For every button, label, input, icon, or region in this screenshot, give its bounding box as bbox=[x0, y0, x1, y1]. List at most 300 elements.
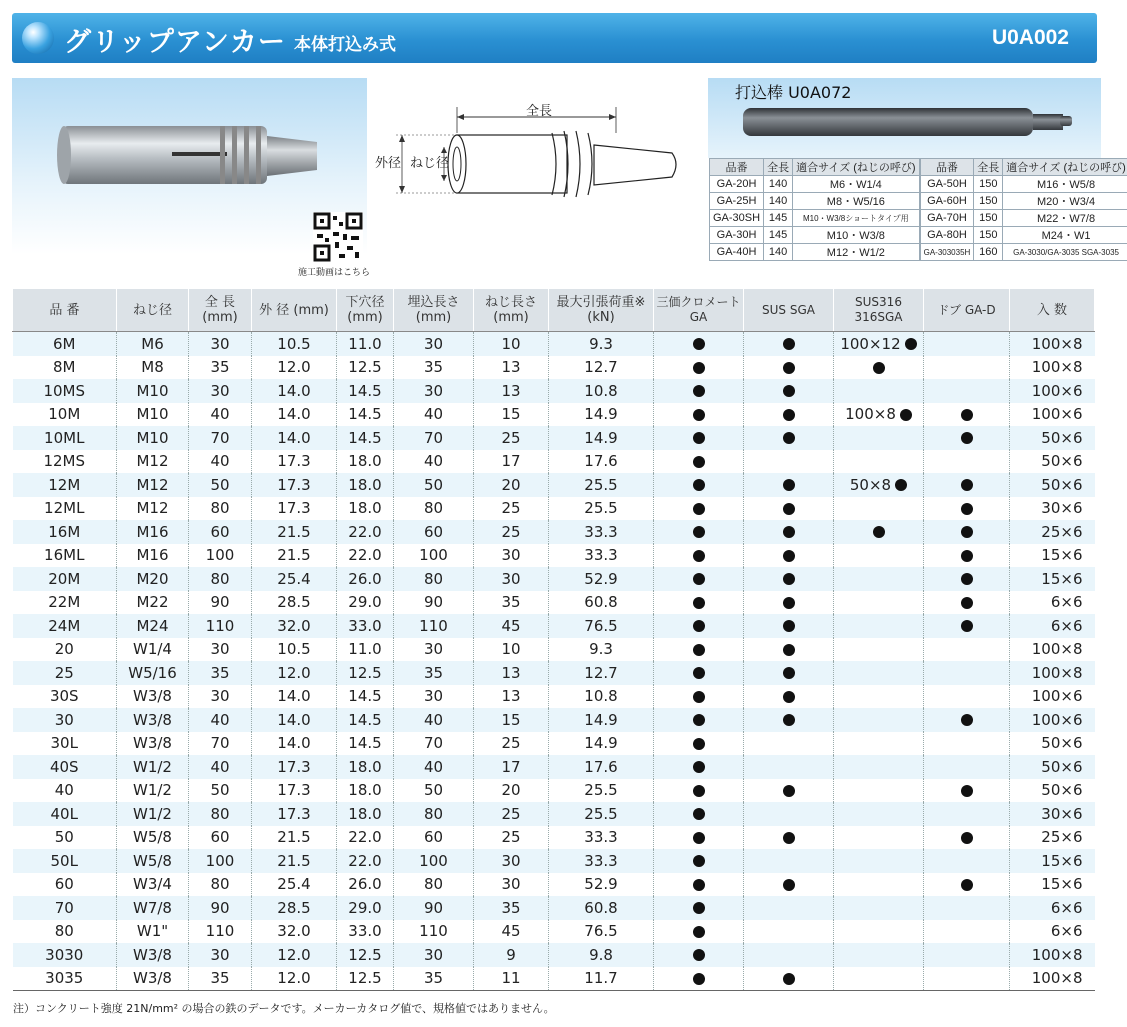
cell-tl: 17 bbox=[474, 450, 549, 474]
cell-316sga bbox=[834, 967, 924, 991]
rod-cell: 160 bbox=[974, 244, 1003, 261]
header-embed-depth: 埋込長さ (mm) bbox=[394, 289, 474, 332]
rod-spec-table bbox=[709, 158, 1127, 261]
header-gad: ドブ GA-D bbox=[924, 289, 1010, 332]
cell-316sga bbox=[834, 849, 924, 873]
rod-cell: M24・W1 bbox=[1003, 227, 1127, 244]
available-dot-icon bbox=[693, 949, 705, 961]
cell-load: 52.9 bbox=[549, 873, 654, 897]
cell-embed: 60 bbox=[394, 520, 474, 544]
cell-od: 21.5 bbox=[252, 520, 337, 544]
cell-len: 30 bbox=[189, 379, 252, 403]
cell-tl: 30 bbox=[474, 873, 549, 897]
cell-embed: 60 bbox=[394, 826, 474, 850]
cell-load: 25.5 bbox=[549, 779, 654, 803]
cell-embed: 40 bbox=[394, 450, 474, 474]
cell-load: 17.6 bbox=[549, 755, 654, 779]
cell-no: 70 bbox=[13, 896, 117, 920]
available-dot-icon bbox=[905, 338, 917, 350]
cell-len: 100 bbox=[189, 544, 252, 568]
cell-ga bbox=[654, 708, 744, 732]
rod-cell: M10・W3/8ショートタイプ用 bbox=[793, 210, 920, 227]
table-row bbox=[13, 943, 1095, 967]
cell-hole: 22.0 bbox=[337, 520, 394, 544]
table-row bbox=[13, 873, 1095, 897]
cell-hole: 12.5 bbox=[337, 943, 394, 967]
table-row bbox=[13, 755, 1095, 779]
cell-embed: 90 bbox=[394, 591, 474, 615]
cell-od: 17.3 bbox=[252, 473, 337, 497]
cell-hole: 18.0 bbox=[337, 755, 394, 779]
cell-hole: 33.0 bbox=[337, 920, 394, 944]
available-dot-icon bbox=[693, 973, 705, 985]
cell-qty: 25×6 bbox=[1010, 520, 1095, 544]
cell-load: 9.8 bbox=[549, 943, 654, 967]
cell-tl: 13 bbox=[474, 685, 549, 709]
cell-thread: M12 bbox=[117, 497, 189, 521]
cell-thread: M10 bbox=[117, 426, 189, 450]
cell-ga bbox=[654, 473, 744, 497]
available-dot-icon bbox=[961, 832, 973, 844]
available-dot-icon bbox=[783, 832, 795, 844]
cell-qty: 50×6 bbox=[1010, 732, 1095, 756]
cell-len: 35 bbox=[189, 967, 252, 991]
cell-gad bbox=[924, 685, 1010, 709]
cell-od: 32.0 bbox=[252, 920, 337, 944]
cell-hole: 12.5 bbox=[337, 661, 394, 685]
cell-load: 33.3 bbox=[549, 520, 654, 544]
cell-len: 35 bbox=[189, 356, 252, 380]
available-dot-icon bbox=[783, 667, 795, 679]
title-banner bbox=[12, 13, 1097, 63]
cell-load: 33.3 bbox=[549, 826, 654, 850]
cell-qty: 100×8 bbox=[1010, 661, 1095, 685]
cell-no: 30L bbox=[50, 734, 78, 753]
cell-no: 80 bbox=[54, 922, 74, 941]
cell-thread: M24 bbox=[117, 614, 189, 638]
cell-od: 14.0 bbox=[252, 732, 337, 756]
product-code: U0A002 bbox=[991, 26, 1069, 49]
available-dot-icon bbox=[783, 385, 795, 397]
cell-hole: 14.5 bbox=[337, 732, 394, 756]
cell-thread: M22 bbox=[117, 591, 189, 615]
cell-sga bbox=[744, 450, 834, 474]
cell-hole: 33.0 bbox=[337, 614, 394, 638]
cell-316sga bbox=[834, 567, 924, 591]
available-dot-icon bbox=[961, 620, 973, 632]
cell-hole: 11.0 bbox=[337, 332, 394, 356]
cell-len: 40 bbox=[189, 450, 252, 474]
available-dot-icon bbox=[961, 503, 973, 515]
table-row bbox=[13, 967, 1095, 991]
page-subtitle: 本体打込み式 bbox=[294, 35, 396, 55]
table-row bbox=[13, 920, 1095, 944]
cell-qty: 50×6 bbox=[1010, 426, 1095, 450]
cell-ga bbox=[654, 614, 744, 638]
cell-sga bbox=[744, 379, 834, 403]
cell-od: 14.0 bbox=[252, 708, 337, 732]
available-dot-icon bbox=[961, 409, 973, 421]
table-row bbox=[13, 732, 1095, 756]
cell-316sga bbox=[834, 356, 924, 380]
cell-qty: 30×6 bbox=[1010, 802, 1095, 826]
cell-qty: 50×6 bbox=[1010, 755, 1095, 779]
rod-cell: GA-303035H bbox=[920, 244, 974, 261]
thread-diameter-label: ねじ径 bbox=[410, 156, 450, 171]
cell-thread: W1/2 bbox=[117, 802, 189, 826]
cell-tl: 10 bbox=[474, 638, 549, 662]
cell-embed: 30 bbox=[394, 379, 474, 403]
cell-gad bbox=[924, 779, 1010, 803]
available-dot-icon bbox=[783, 503, 795, 515]
cell-sga bbox=[744, 896, 834, 920]
cell-qty: 100×6 bbox=[1010, 403, 1095, 427]
cell-load: 25.5 bbox=[549, 497, 654, 521]
cell-no: 6M bbox=[13, 332, 117, 356]
cell-len: 90 bbox=[189, 591, 252, 615]
cell-embed: 35 bbox=[394, 967, 474, 991]
cell-316sga-qty: 100×8 bbox=[845, 405, 896, 424]
cell-qty: 50×6 bbox=[1010, 473, 1095, 497]
cell-embed: 70 bbox=[394, 732, 474, 756]
cell-load: 14.9 bbox=[549, 732, 654, 756]
cell-od: 25.4 bbox=[252, 873, 337, 897]
available-dot-icon bbox=[783, 973, 795, 985]
cell-hole: 14.5 bbox=[337, 379, 394, 403]
cell-hole: 18.0 bbox=[337, 450, 394, 474]
available-dot-icon bbox=[693, 479, 705, 491]
table-row bbox=[13, 332, 1095, 356]
cell-sga bbox=[744, 497, 834, 521]
rod-cell: GA-40H bbox=[710, 244, 764, 261]
cell-tl: 45 bbox=[474, 614, 549, 638]
table-row bbox=[13, 356, 1095, 380]
available-dot-icon bbox=[783, 432, 795, 444]
cell-qty: 100×8 bbox=[1010, 332, 1095, 356]
available-dot-icon bbox=[783, 879, 795, 891]
table-row bbox=[13, 708, 1095, 732]
cell-316sga bbox=[834, 473, 924, 497]
cell-tl: 30 bbox=[474, 544, 549, 568]
cell-no: 3030 bbox=[13, 943, 117, 967]
cell-load: 33.3 bbox=[549, 849, 654, 873]
cell-316sga bbox=[834, 450, 924, 474]
cell-embed: 50 bbox=[394, 473, 474, 497]
cell-316sga bbox=[834, 873, 924, 897]
cell-sga bbox=[744, 873, 834, 897]
cell-ga bbox=[654, 873, 744, 897]
cell-ga bbox=[654, 379, 744, 403]
cell-gad bbox=[924, 379, 1010, 403]
available-dot-icon bbox=[961, 432, 973, 444]
cell-embed: 100 bbox=[394, 544, 474, 568]
cell-ga bbox=[654, 661, 744, 685]
cell-no: 3035 bbox=[13, 967, 117, 991]
cell-gad bbox=[924, 873, 1010, 897]
cell-no: 40S bbox=[13, 755, 117, 779]
available-dot-icon bbox=[783, 597, 795, 609]
cell-sga bbox=[744, 332, 834, 356]
cell-embed: 80 bbox=[394, 873, 474, 897]
cell-tl: 25 bbox=[474, 426, 549, 450]
cell-hole: 26.0 bbox=[337, 567, 394, 591]
available-dot-icon bbox=[693, 432, 705, 444]
cell-no: 20 bbox=[54, 640, 74, 659]
rod-cell: GA-25H bbox=[710, 193, 764, 210]
cell-gad bbox=[924, 497, 1010, 521]
cell-tl: 15 bbox=[474, 708, 549, 732]
cell-sga bbox=[744, 544, 834, 568]
cell-thread: M10 bbox=[117, 403, 189, 427]
cell-embed: 110 bbox=[394, 920, 474, 944]
cell-thread: M10 bbox=[117, 379, 189, 403]
available-dot-icon bbox=[693, 456, 705, 468]
cell-tl: 11 bbox=[474, 967, 549, 991]
cell-load: 12.7 bbox=[549, 661, 654, 685]
cell-316sga-qty: 100×12 bbox=[840, 334, 901, 353]
table-row bbox=[13, 426, 1095, 450]
cell-tl: 13 bbox=[474, 379, 549, 403]
cell-ga bbox=[654, 567, 744, 591]
cell-no: 30 bbox=[13, 708, 117, 732]
cell-od: 28.5 bbox=[252, 591, 337, 615]
rod-cell: M6・W1/4 bbox=[793, 176, 920, 193]
cell-od: 14.0 bbox=[252, 426, 337, 450]
cell-qty: 25×6 bbox=[1010, 826, 1095, 850]
cell-hole: 18.0 bbox=[337, 802, 394, 826]
cell-qty: 6×6 bbox=[1010, 896, 1095, 920]
cell-gad bbox=[924, 520, 1010, 544]
cell-thread: M20 bbox=[117, 567, 189, 591]
cell-thread: W5/8 bbox=[117, 826, 189, 850]
cell-gad bbox=[924, 403, 1010, 427]
cell-316sga bbox=[834, 708, 924, 732]
cell-len: 50 bbox=[189, 779, 252, 803]
cell-hole: 14.5 bbox=[337, 685, 394, 709]
cell-sga bbox=[744, 356, 834, 380]
bullet-sphere-icon bbox=[22, 22, 54, 54]
available-dot-icon bbox=[961, 479, 973, 491]
rod-header-row bbox=[710, 159, 1127, 176]
table-row bbox=[13, 849, 1095, 873]
cell-qty: 15×6 bbox=[1010, 873, 1095, 897]
available-dot-icon bbox=[693, 832, 705, 844]
cell-od: 10.5 bbox=[252, 638, 337, 662]
available-dot-icon bbox=[783, 573, 795, 585]
cell-embed: 80 bbox=[394, 497, 474, 521]
cell-ga bbox=[654, 920, 744, 944]
cell-gad bbox=[924, 708, 1010, 732]
cell-od: 14.0 bbox=[252, 379, 337, 403]
cell-load: 14.9 bbox=[549, 426, 654, 450]
cell-ga bbox=[654, 943, 744, 967]
cell-embed: 80 bbox=[394, 567, 474, 591]
cell-od: 17.3 bbox=[252, 779, 337, 803]
cell-embed: 30 bbox=[394, 685, 474, 709]
cell-ga bbox=[654, 356, 744, 380]
cell-gad bbox=[924, 967, 1010, 991]
cell-len: 30 bbox=[189, 685, 252, 709]
cell-hole: 22.0 bbox=[337, 849, 394, 873]
cell-gad bbox=[924, 544, 1010, 568]
cell-qty: 50×6 bbox=[1010, 450, 1095, 474]
table-row bbox=[13, 779, 1095, 803]
table-row bbox=[13, 544, 1095, 568]
cell-od: 21.5 bbox=[252, 544, 337, 568]
rod-row bbox=[710, 227, 1127, 244]
cell-316sga bbox=[834, 520, 924, 544]
cell-316sga bbox=[834, 544, 924, 568]
cell-embed: 80 bbox=[394, 802, 474, 826]
cell-ga bbox=[654, 520, 744, 544]
header-sga: SUS SGA bbox=[744, 289, 834, 332]
cell-ga bbox=[654, 685, 744, 709]
rod-cell: GA-3030/GA-3035 SGA-3035 bbox=[1003, 244, 1127, 261]
cell-gad bbox=[924, 591, 1010, 615]
available-dot-icon bbox=[693, 573, 705, 585]
cell-embed: 100 bbox=[394, 849, 474, 873]
cell-gad bbox=[924, 638, 1010, 662]
cell-od: 17.3 bbox=[252, 497, 337, 521]
rod-cell: M20・W3/4 bbox=[1003, 193, 1127, 210]
rod-cell: 150 bbox=[974, 210, 1003, 227]
cell-od: 25.4 bbox=[252, 567, 337, 591]
cell-embed: 40 bbox=[394, 755, 474, 779]
cell-sga bbox=[744, 732, 834, 756]
available-dot-icon bbox=[783, 526, 795, 538]
cell-316sga bbox=[834, 802, 924, 826]
page-title: グリップアンカー bbox=[64, 27, 286, 58]
cell-tl: 9 bbox=[474, 943, 549, 967]
cell-len: 40 bbox=[189, 708, 252, 732]
available-dot-icon bbox=[873, 362, 885, 374]
cell-hole: 22.0 bbox=[337, 544, 394, 568]
cell-qty: 15×6 bbox=[1010, 544, 1095, 568]
cell-embed: 40 bbox=[394, 403, 474, 427]
cell-tl: 25 bbox=[474, 802, 549, 826]
available-dot-icon bbox=[783, 409, 795, 421]
cell-316sga bbox=[834, 779, 924, 803]
available-dot-icon bbox=[693, 409, 705, 421]
rod-cell: GA-70H bbox=[920, 210, 974, 227]
rod-cell: GA-30SH bbox=[710, 210, 764, 227]
cell-od: 28.5 bbox=[252, 896, 337, 920]
table-row bbox=[13, 685, 1095, 709]
cell-len: 100 bbox=[189, 849, 252, 873]
cell-hole: 22.0 bbox=[337, 826, 394, 850]
cell-sga bbox=[744, 685, 834, 709]
available-dot-icon bbox=[693, 503, 705, 515]
cell-tl: 25 bbox=[474, 732, 549, 756]
cell-len: 50 bbox=[189, 473, 252, 497]
rod-row bbox=[710, 176, 1127, 193]
cell-sga bbox=[744, 638, 834, 662]
rod-cell: GA-50H bbox=[920, 176, 974, 193]
cell-embed: 30 bbox=[394, 638, 474, 662]
cell-no: 20M bbox=[13, 567, 117, 591]
cell-load: 76.5 bbox=[549, 920, 654, 944]
cell-len: 90 bbox=[189, 896, 252, 920]
cell-ga bbox=[654, 755, 744, 779]
table-row bbox=[13, 473, 1095, 497]
rod-cell: GA-20H bbox=[710, 176, 764, 193]
table-row bbox=[13, 403, 1095, 427]
cell-sga bbox=[744, 520, 834, 544]
rod-header: 適合サイズ (ねじの呼び) bbox=[793, 159, 920, 176]
available-dot-icon bbox=[693, 644, 705, 656]
rod-cell: M8・W5/16 bbox=[793, 193, 920, 210]
cell-thread: M16 bbox=[117, 544, 189, 568]
cell-sga bbox=[744, 920, 834, 944]
cell-sga bbox=[744, 802, 834, 826]
cell-ga bbox=[654, 426, 744, 450]
cell-sga bbox=[744, 779, 834, 803]
cell-ga bbox=[654, 849, 744, 873]
cell-316sga bbox=[834, 591, 924, 615]
cell-od: 12.0 bbox=[252, 943, 337, 967]
cell-hole: 18.0 bbox=[337, 497, 394, 521]
cell-load: 52.9 bbox=[549, 567, 654, 591]
cell-load: 60.8 bbox=[549, 591, 654, 615]
cell-ga bbox=[654, 802, 744, 826]
available-dot-icon bbox=[961, 597, 973, 609]
rod-cell: 150 bbox=[974, 227, 1003, 244]
table-row bbox=[13, 661, 1095, 685]
cell-load: 10.8 bbox=[549, 685, 654, 709]
cell-load: 25.5 bbox=[549, 473, 654, 497]
header-thread-length: ねじ長さ (mm) bbox=[474, 289, 549, 332]
available-dot-icon bbox=[693, 785, 705, 797]
cell-sga bbox=[744, 943, 834, 967]
cell-tl: 30 bbox=[474, 849, 549, 873]
cell-sga bbox=[744, 426, 834, 450]
rod-cell: 140 bbox=[764, 176, 793, 193]
rod-cell: GA-80H bbox=[920, 227, 974, 244]
cell-no: 22M bbox=[48, 593, 81, 612]
cell-load: 14.9 bbox=[549, 403, 654, 427]
cell-gad bbox=[924, 896, 1010, 920]
cell-thread: W3/4 bbox=[117, 873, 189, 897]
rod-cell: 145 bbox=[764, 227, 793, 244]
cell-316sga bbox=[834, 826, 924, 850]
cell-thread: W3/8 bbox=[117, 732, 189, 756]
cell-len: 40 bbox=[189, 755, 252, 779]
available-dot-icon bbox=[783, 644, 795, 656]
available-dot-icon bbox=[961, 714, 973, 726]
rod-cell: M16・W5/8 bbox=[1003, 176, 1127, 193]
available-dot-icon bbox=[693, 808, 705, 820]
cell-len: 80 bbox=[189, 497, 252, 521]
cell-thread: W3/8 bbox=[117, 685, 189, 709]
cell-len: 80 bbox=[189, 873, 252, 897]
rod-cell: M12・W1/2 bbox=[793, 244, 920, 261]
qr-code-icon bbox=[313, 212, 363, 262]
cell-od: 12.0 bbox=[252, 661, 337, 685]
available-dot-icon bbox=[693, 691, 705, 703]
table-header-row bbox=[13, 289, 1095, 332]
cell-316sga bbox=[834, 379, 924, 403]
qr-code[interactable] bbox=[313, 212, 363, 262]
cell-tl: 13 bbox=[474, 356, 549, 380]
table-row bbox=[13, 614, 1095, 638]
cell-no: 8M bbox=[53, 358, 76, 377]
cell-316sga bbox=[834, 943, 924, 967]
table-row bbox=[13, 497, 1095, 521]
cell-316sga bbox=[834, 497, 924, 521]
cell-len: 30 bbox=[189, 943, 252, 967]
cell-gad bbox=[924, 755, 1010, 779]
cell-no: 16ML bbox=[44, 546, 85, 565]
